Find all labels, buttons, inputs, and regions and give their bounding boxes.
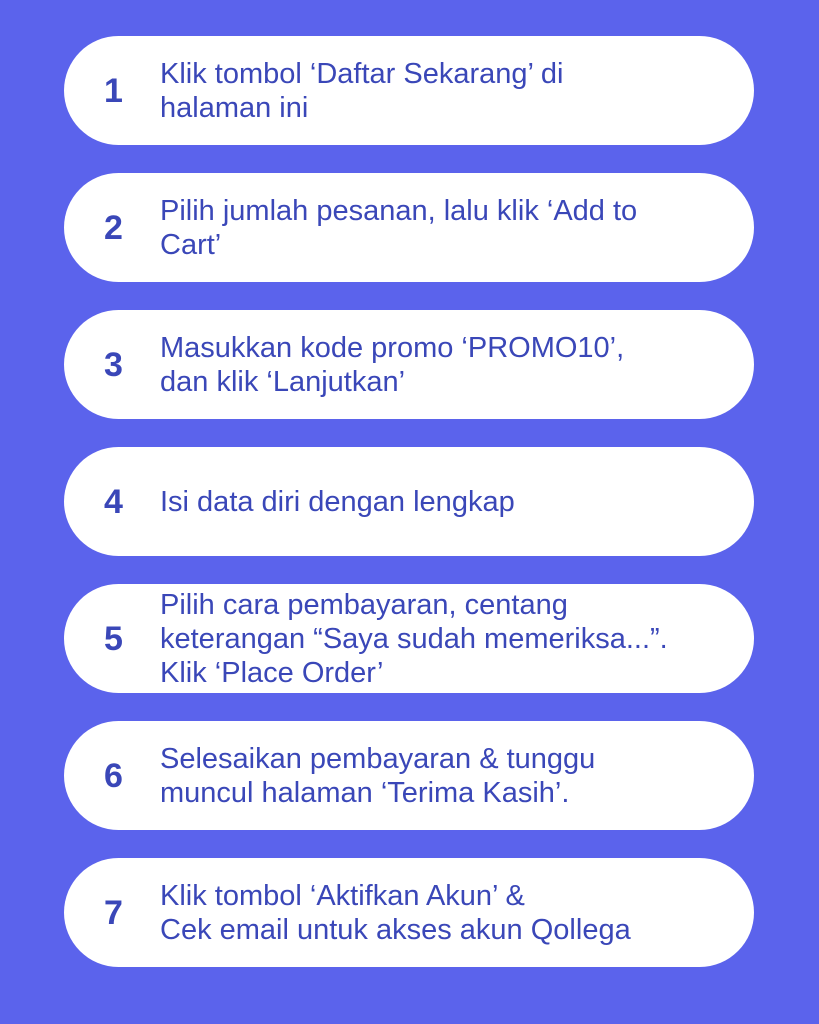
step-text: Masukkan kode promo ‘PROMO10’, dan klik ‘Lanjutkan’	[160, 331, 625, 398]
step-text: Selesaikan pembayaran & tunggu muncul halaman ‘Terima Kasih’.	[160, 742, 596, 809]
step-text: Klik tombol ‘Aktifkan Akun’ & Cek email untuk akses akun Qollega	[160, 879, 631, 946]
step-card-2	[64, 173, 754, 282]
step-text: Isi data diri dengan lengkap	[160, 485, 515, 518]
step-number: 4	[104, 482, 123, 521]
step-card-3	[64, 310, 754, 419]
step-text: Pilih jumlah pesanan, lalu klik ‘Add to Cart’	[160, 194, 638, 261]
step-number: 3	[104, 345, 123, 384]
step-card-4	[64, 447, 754, 556]
step-text: Klik tombol ‘Daftar Sekarang’ di halaman ini	[160, 57, 564, 124]
step-number: 7	[104, 893, 123, 932]
steps-list	[64, 36, 754, 967]
step-card-1	[64, 36, 754, 145]
step-number: 5	[104, 619, 123, 658]
step-card-7	[64, 858, 754, 967]
step-number: 1	[104, 71, 123, 110]
step-number: 6	[104, 756, 123, 795]
step-text: Pilih cara pembayaran, centang keterangan “Saya sudah memeriksa...”. Klik ‘Place Order’	[160, 588, 668, 689]
step-card-5	[64, 584, 754, 693]
step-number: 2	[104, 208, 123, 247]
step-card-6	[64, 721, 754, 830]
